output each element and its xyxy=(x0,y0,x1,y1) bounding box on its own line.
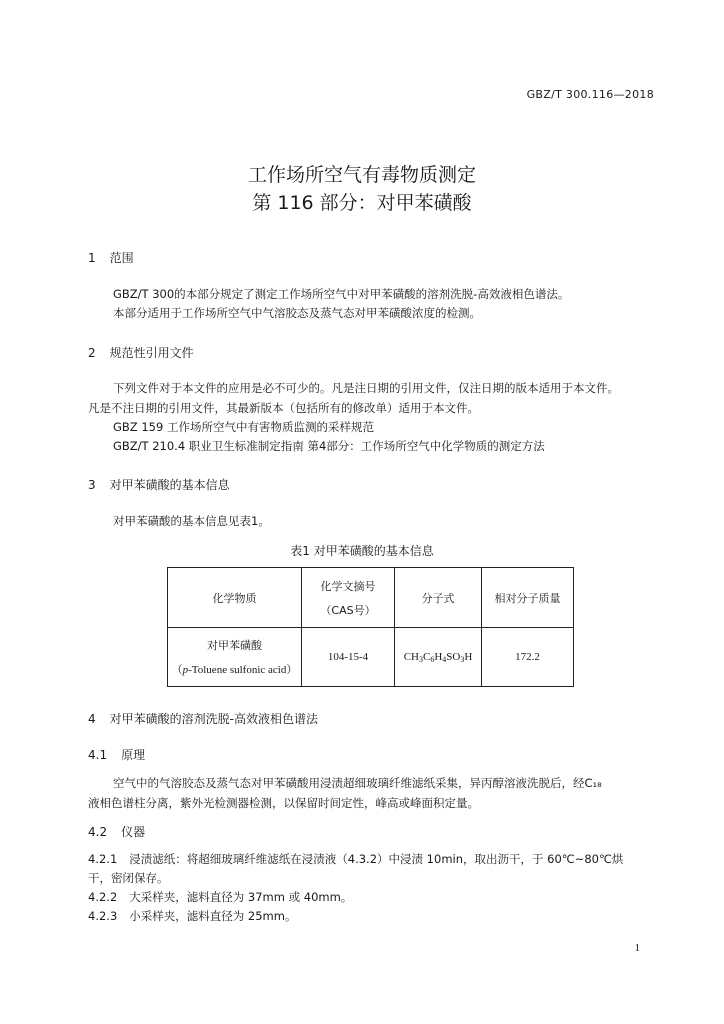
header-cell: 分子式 xyxy=(395,568,482,628)
paragraph: 空气中的气溶胶态及蒸气态对甲苯磺酸用浸渍超细玻璃纤维滤纸采集，异丙醇溶液洗脱后，经C₁₈ xyxy=(113,776,602,790)
section-title: 规范性引用文件 xyxy=(109,346,194,360)
section-number: 3 xyxy=(88,478,96,492)
section-title: 仪器 xyxy=(121,825,146,839)
substance-en: （p-Toluene sulfonic acid） xyxy=(171,664,298,676)
paragraph: 凡是不注日期的引用文件，其最新版本（包括所有的修改单）适用于本文件。 xyxy=(88,401,479,415)
mass-cell: 172.2 xyxy=(482,628,574,687)
document-subtitle: 第 116 部分：对甲苯磺酸 xyxy=(252,192,472,214)
clause-number: 4.2.3 xyxy=(88,909,118,923)
standard-number: GBZ/T 300.116—2018 xyxy=(526,88,654,101)
clause-4-2-2 xyxy=(88,889,352,905)
clause-number: 4.2.2 xyxy=(88,890,118,904)
document-title: 工作场所空气有毒物质测定 xyxy=(247,164,476,186)
table-caption: 表1 对甲苯磺酸的基本信息 xyxy=(290,544,434,558)
cas-cell: 104-15-4 xyxy=(302,628,395,687)
page-number: 1 xyxy=(634,942,640,954)
section-4-heading xyxy=(88,710,318,727)
clause-text: 浸渍滤纸：将超细玻璃纤维滤纸在浸渍液（4.3.2）中浸渍 10min，取出沥干，于 60℃~80℃烘 xyxy=(129,852,624,866)
section-title: 范围 xyxy=(109,251,134,265)
cas-header-line1: 化学文摘号 xyxy=(320,579,376,593)
paragraph: 本部分适用于工作场所空气中气溶胶态及蒸气态对甲苯磺酸浓度的检测。 xyxy=(113,306,481,320)
clause-text: 大采样夹，滤料直径为 37mm 或 40mm。 xyxy=(129,890,353,904)
subsection-4-2-heading xyxy=(88,823,145,840)
section-2-heading xyxy=(88,344,194,361)
reference-item: GBZ/T 210.4 职业卫生标准制定指南 第4部分：工作场所空气中化学物质的测定方法 xyxy=(113,439,545,453)
cas-header-line2: （CAS号） xyxy=(320,603,376,617)
paragraph: GBZ/T 300的本部分规定了测定工作场所空气中对甲苯磺酸的溶剂洗脱-高效液相色谱法。 xyxy=(113,287,570,301)
clause-number: 4.2.1 xyxy=(88,852,118,866)
section-number: 2 xyxy=(88,346,96,360)
section-number: 4.2 xyxy=(88,825,108,839)
paragraph: 液相色谱柱分离，紫外光检测器检测，以保留时间定性，峰高或峰面积定量。 xyxy=(88,796,479,810)
section-title: 对甲苯磺酸的溶剂洗脱-高效液相色谱法 xyxy=(109,712,318,726)
paragraph: 干，密闭保存。 xyxy=(88,871,169,885)
subsection-4-1-heading xyxy=(88,746,145,763)
header-cell: 相对分子质量 xyxy=(482,568,574,628)
substance-cn: 对甲苯磺酸 xyxy=(207,639,262,652)
section-number: 4.1 xyxy=(88,748,108,762)
paragraph: 对甲苯磺酸的基本信息见表1。 xyxy=(113,514,270,528)
clause-text: 小采样夹，滤料直径为 25mm。 xyxy=(129,909,297,923)
paragraph: 下列文件对于本文件的应用是必不可少的。凡是注日期的引用文件，仅注日期的版本适用于本文件。 xyxy=(113,381,619,395)
table-row xyxy=(168,628,574,687)
header-cell: 化学物质 xyxy=(168,568,302,628)
section-title: 对甲苯磺酸的基本信息 xyxy=(109,478,230,492)
reference-item: GBZ 159 工作场所空气中有害物质监测的采样规范 xyxy=(113,420,374,434)
formula-cell: CH3C6H4SO3H xyxy=(395,628,482,687)
section-1-heading xyxy=(88,249,134,266)
header-cell xyxy=(302,568,395,628)
section-title: 原理 xyxy=(121,748,146,762)
section-number: 1 xyxy=(88,251,96,265)
substance-cell xyxy=(168,628,302,687)
clause-4-2-3 xyxy=(88,908,296,924)
section-3-heading xyxy=(88,476,230,493)
clause-4-2-1 xyxy=(88,851,623,867)
info-table xyxy=(167,567,574,687)
table-header-row xyxy=(168,568,574,628)
section-number: 4 xyxy=(88,712,96,726)
